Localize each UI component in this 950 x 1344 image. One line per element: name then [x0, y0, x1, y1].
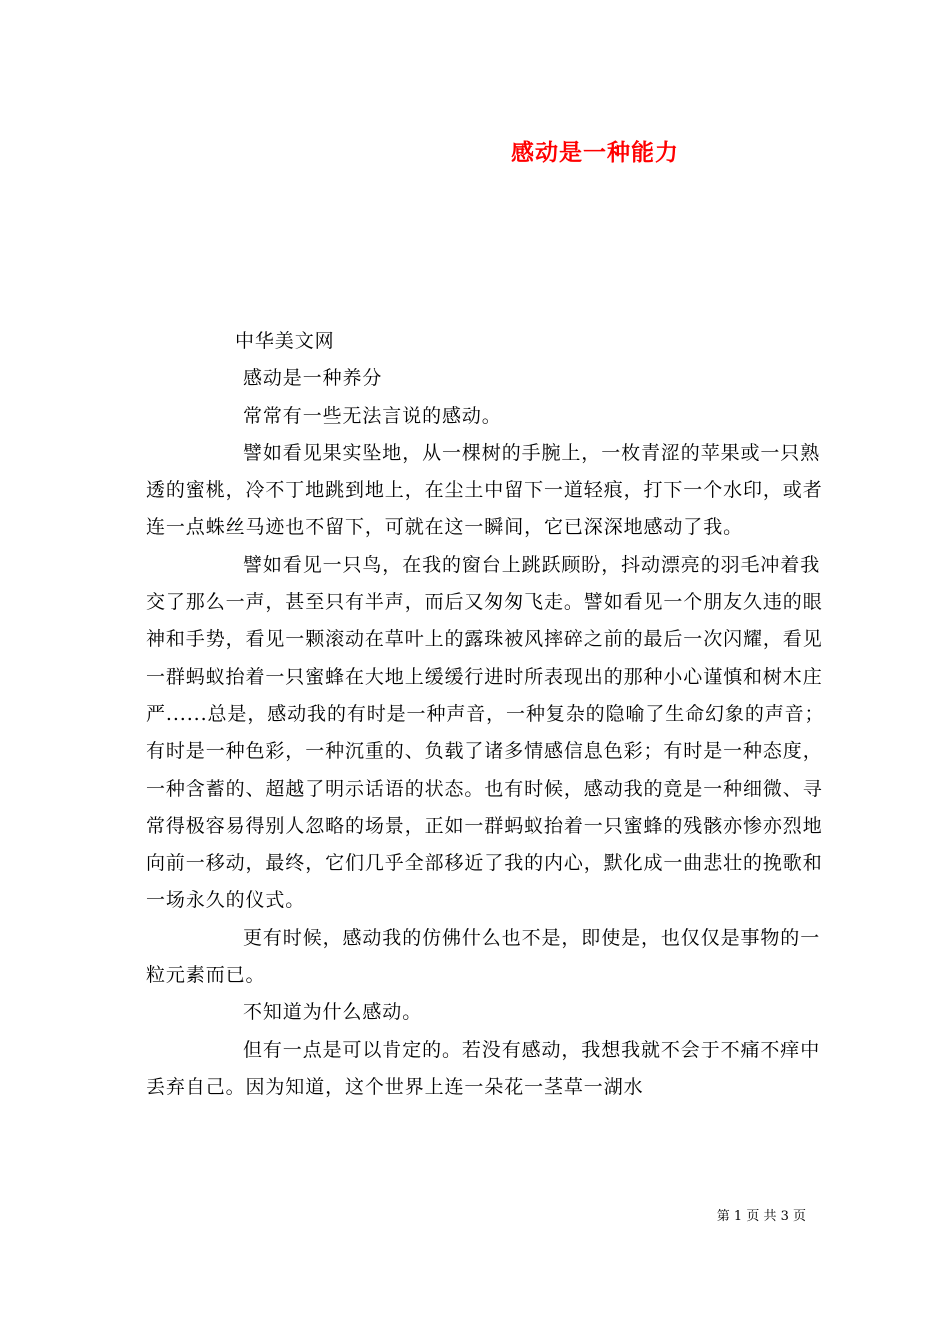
- paragraph: 譬如看见一只鸟，在我的窗台上跳跃顾盼，抖动漂亮的羽毛冲着我交了那么一声，甚至只有半声，而后又匆匆飞走。譬如看见一个朋友久违的眼神和手势，看见一颗滚动在草叶上的露珠被风摔碎之前的最后一次闪耀，看见一群蚂蚁抬着一只蜜蜂在大地上缓缓行进时所表现出的那种小心谨慎和树木庄严......总是，感动我的有时是一种声音，一种复杂的隐喻了生命幻象的声音；有时是一种色彩，一种沉重的、负载了诸多情感信息色彩；有时是一种态度，一种含蓄的、超越了明示话语的状态。也有时候，感动我的竟是一种细微、寻常得极容易得别人忽略的场景，正如一群蚂蚁抬着一只蜜蜂的残骸亦惨亦烈地向前一移动，最终，它们几乎全部移近了我的内心，默化成一曲悲壮的挽歌和一场永久的仪式。: [146, 553, 825, 912]
- paragraph: 不知道为什么感动。: [243, 1001, 423, 1024]
- paragraph: 譬如看见果实坠地，从一棵树的手腕上，一枚青涩的苹果或一只熟透的蜜桃，冷不丁地跳到地上，在尘土中留下一道轻痕，打下一个水印，或者连一点蛛丝马迹也不留下，可就在这一瞬间，它已深深地感动了我。: [146, 441, 823, 539]
- paragraph: 但有一点是可以肯定的。若没有感动，我想我就不会于不痛不痒中丢弃自己。因为知道，这个世界上连一朵花一茎草一湖水: [146, 1038, 821, 1098]
- document-body: [146, 323, 826, 1106]
- page-number-footer: 第 1 页 共 3 页: [716, 1209, 806, 1224]
- paragraph: 感动是一种养分: [243, 367, 383, 390]
- paragraph: 常常有一些无法言说的感动。: [243, 404, 502, 427]
- paragraph: 更有时候，感动我的仿佛什么也不是，即使是，也仅仅是事物的一粒元素而已。: [146, 926, 821, 987]
- source-line: 中华美文网: [235, 330, 335, 352]
- document-title: 感动是一种能力: [511, 139, 679, 166]
